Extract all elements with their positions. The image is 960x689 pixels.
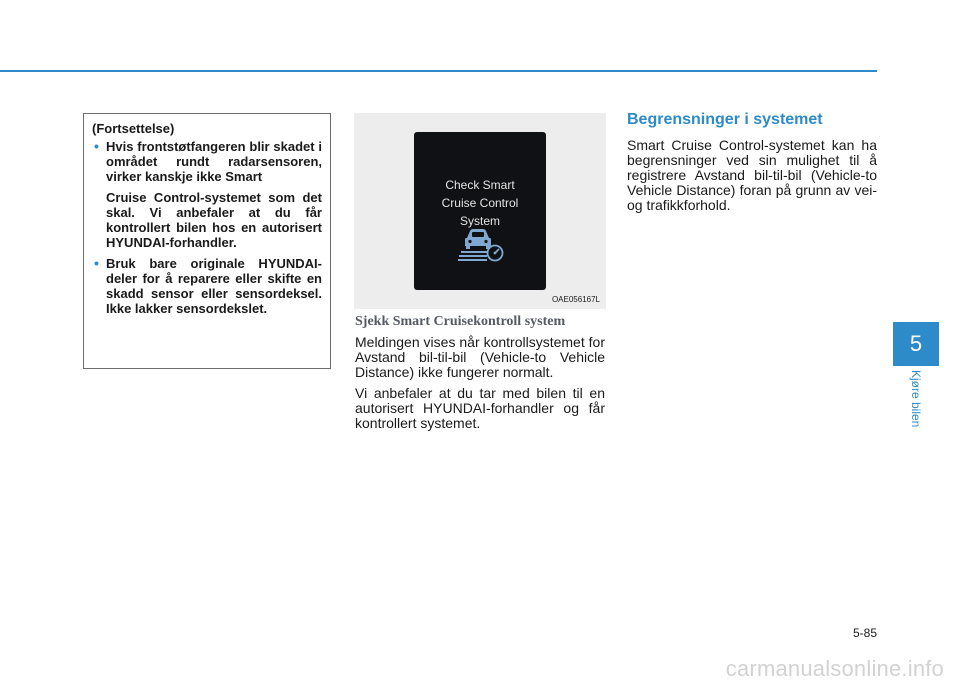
note-item-text: Hvis frontstøtfangeren blir skadet i området rundt radarsensoren, virker kanskje ikke Smart: [106, 139, 322, 184]
chapter-name-vertical: [900, 370, 932, 450]
cluster-message-figure: [354, 113, 606, 309]
display-line-2: Cruise Control: [441, 196, 519, 210]
check-system-paragraph-1: Meldingen vises når kontrollsystemet for Avstand bil-til-bil (Vehicle-to Vehicle Distance) ikke fungerer normalt.: [355, 334, 605, 380]
bullet-icon: •: [94, 138, 99, 154]
header-rule: [0, 70, 877, 72]
display-line-3: System: [459, 214, 500, 228]
smart-cruise-warning-icon: [458, 226, 504, 262]
limitations-heading: Begrensninger i systemet: [627, 111, 823, 128]
note-heading: (Fortsettelse): [92, 121, 175, 136]
bullet-icon: •: [94, 255, 99, 271]
watermark: carmanualsonline.info: [725, 656, 944, 681]
middle-column: [355, 314, 605, 437]
note-item-original-parts: [92, 256, 322, 316]
note-item-bumper: [92, 139, 322, 184]
note-continuation-text: Cruise Control-systemet som det skal. Vi anbefaler at du får kontrollert bilen hos en autorisert HYUNDAI-forhandler.: [106, 190, 322, 250]
figure-code: OAE056167L: [551, 295, 600, 304]
note-item-text: Bruk bare originale HYUNDAI-deler for å reparere eller skifte en skadd sensor eller sensordeksel. Ikke lakker sensordekslet.: [106, 256, 322, 316]
continued-note-box: [83, 113, 331, 369]
chapter-number-tab: 5: [893, 322, 939, 366]
display-line-1: Check Smart: [445, 178, 515, 192]
chapter-name-text: Kjøre bilen: [909, 370, 923, 428]
check-system-heading: Sjekk Smart Cruisekontroll system: [355, 314, 566, 329]
limitations-paragraph: Smart Cruise Control-systemet kan ha begrensninger ved sin mulighet til å registrere Avstand bil-til-bil (Vehicle-to Vehicle Distance) foran på grunn av vei- og trafikkforhold.: [627, 137, 877, 213]
right-column: [627, 111, 877, 219]
cluster-display: [414, 132, 546, 290]
page-number: 5-85: [852, 626, 877, 640]
check-system-paragraph-2: Vi anbefaler at du tar med bilen til en autorisert HYUNDAI-forhandler og får kontrollert systemet.: [355, 385, 605, 431]
note-item-continuation: [92, 190, 322, 250]
